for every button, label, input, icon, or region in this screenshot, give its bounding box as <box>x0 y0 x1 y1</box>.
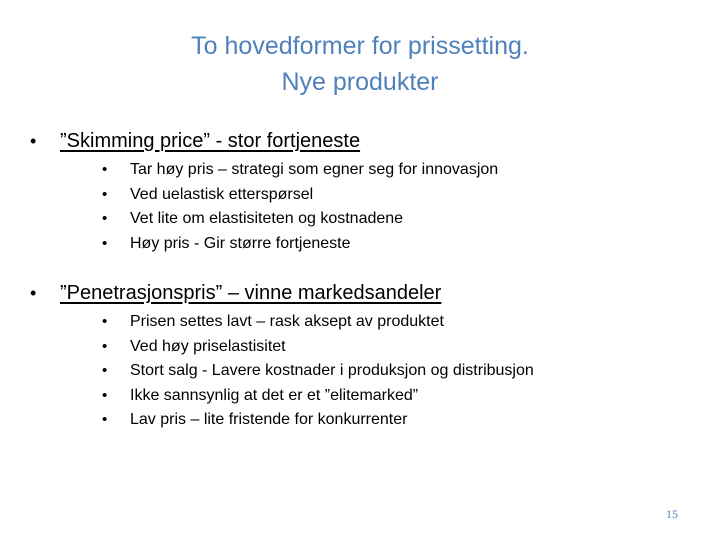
bullet-icon: • <box>102 161 108 178</box>
bullet-icon: • <box>102 185 108 203</box>
list-item-text: Ved uelastisk etterspørsel <box>130 185 314 203</box>
list-item <box>102 408 710 433</box>
list-item <box>102 207 710 232</box>
list-item-text: Ikke sannsynlig at det er et ”elitemarked” <box>130 386 419 404</box>
bullet-icon: • <box>102 210 108 227</box>
bullet-icon: • <box>30 131 37 151</box>
list-item-text: Stort salg - Lavere kostnader i produksjon og distribusjon <box>130 362 534 379</box>
list-item <box>102 158 710 183</box>
page-number: 15 <box>666 507 678 521</box>
list-item <box>102 232 710 257</box>
bullet-icon: • <box>102 386 108 404</box>
sub-bullet-list <box>30 158 710 256</box>
list-item-text: Vet lite om elastisiteten og kostnadene <box>130 210 404 227</box>
list-item-text: Prisen settes lavt – rask aksept av produktet <box>130 313 444 330</box>
section-heading: ”Penetrasjonspris” – vinne markedsandeler <box>60 282 442 304</box>
list-item-text: Tar høy pris – strategi som egner seg for innovasjon <box>130 161 499 178</box>
slide-title <box>0 28 720 100</box>
bullet-icon: • <box>102 313 108 330</box>
sub-bullet-list <box>30 310 710 433</box>
main-bullet <box>30 280 710 306</box>
list-item-text: Ved høy priselastisitet <box>130 337 286 355</box>
title-line-1: To hovedformer for prissetting. <box>191 32 529 60</box>
list-item-text: Lav pris – lite fristende for konkurrenter <box>130 411 408 428</box>
title-line-2: Nye produkter <box>281 68 439 96</box>
list-item-text: Høy pris - Gir større fortjeneste <box>130 234 351 252</box>
list-item <box>102 359 710 384</box>
section-penetrasjon <box>30 280 710 433</box>
section-skimming <box>30 128 710 256</box>
list-item <box>102 310 710 335</box>
bullet-icon: • <box>102 362 108 379</box>
bullet-icon: • <box>30 283 37 303</box>
section-heading: ”Skimming price” - stor fortjeneste <box>60 130 361 152</box>
list-item <box>102 384 710 409</box>
bullet-icon: • <box>102 337 108 355</box>
bullet-icon: • <box>102 411 108 428</box>
bullet-icon: • <box>102 234 108 252</box>
list-item <box>102 335 710 360</box>
main-bullet <box>30 128 710 154</box>
list-item <box>102 183 710 208</box>
